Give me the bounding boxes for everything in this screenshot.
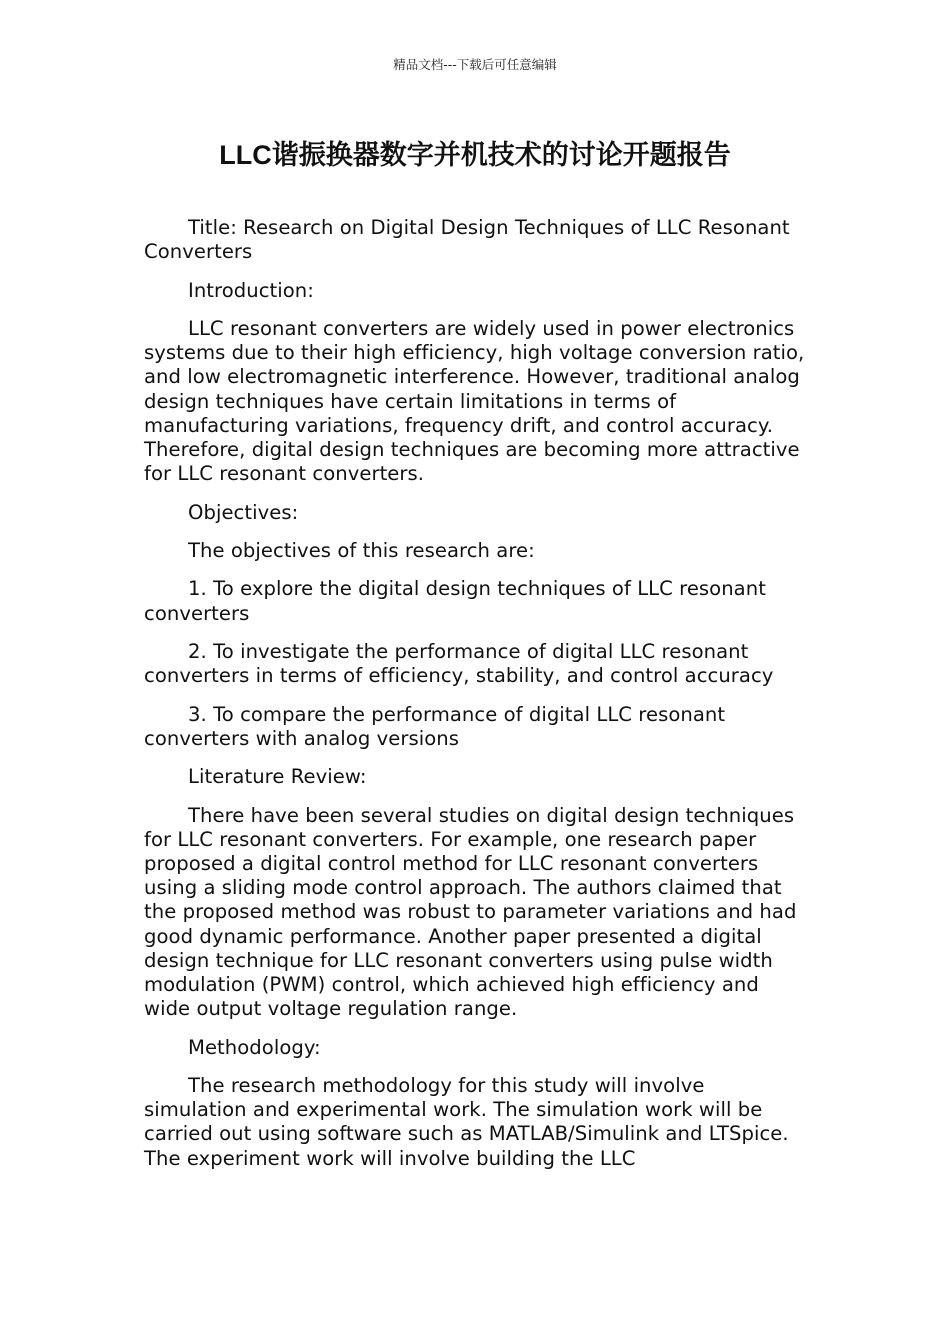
heading-objectives: Objectives: xyxy=(188,500,299,524)
paragraph-objectives-intro: The objectives of this research are: xyxy=(188,538,535,562)
page-header-watermark: 精品文档---下载后可任意编辑 xyxy=(393,57,557,72)
heading-introduction: Introduction: xyxy=(188,278,314,302)
heading-methodology: Methodology: xyxy=(188,1035,321,1059)
objective-item-2: 2. To investigate the performance of digital LLC resonant converters in terms of efficiency, stability, and control accuracy xyxy=(144,639,774,688)
paragraph-literature-review: There have been several studies on digital design techniques for LLC resonant converters. For example, one research paper proposed a digital control method for LLC resonant converters using a sliding mode control approach. The authors claimed that the proposed method was robust to parameter variations and had good dynamic performance. Another paper presented a digital design technique for LLC resonant converters using pulse width modulation (PWM) control, which achieved high efficiency and wide output voltage regulation range. xyxy=(144,803,797,1021)
paragraph-methodology: The research methodology for this study will involve simulation and experimental work. The simulation work will be carried out using software such as MATLAB/Simulink and LTSpice. The experiment work will involve building the LLC xyxy=(144,1073,789,1170)
document-title: LLC谐振换器数字并机技术的讨论开题报告 xyxy=(219,140,731,170)
paragraph-introduction: LLC resonant converters are widely used in power electronics systems due to their high efficiency, high voltage conversion ratio, and low electromagnetic interference. However, traditional analog design techniques have certain limitations in terms of manufacturing variations, frequency drift, and control accuracy. Therefore, digital design techniques are becoming more attractive for LLC resonant converters. xyxy=(144,316,805,486)
paragraph-title-line: Title: Research on Digital Design Techniques of LLC Resonant Converters xyxy=(144,216,790,264)
objective-item-3: 3. To compare the performance of digital LLC resonant converters with analog versions xyxy=(144,702,726,750)
objective-item-1: 1. To explore the digital design techniques of LLC resonant converters xyxy=(144,577,766,625)
heading-literature-review: Literature Review: xyxy=(188,765,367,789)
document-body xyxy=(144,216,808,1185)
